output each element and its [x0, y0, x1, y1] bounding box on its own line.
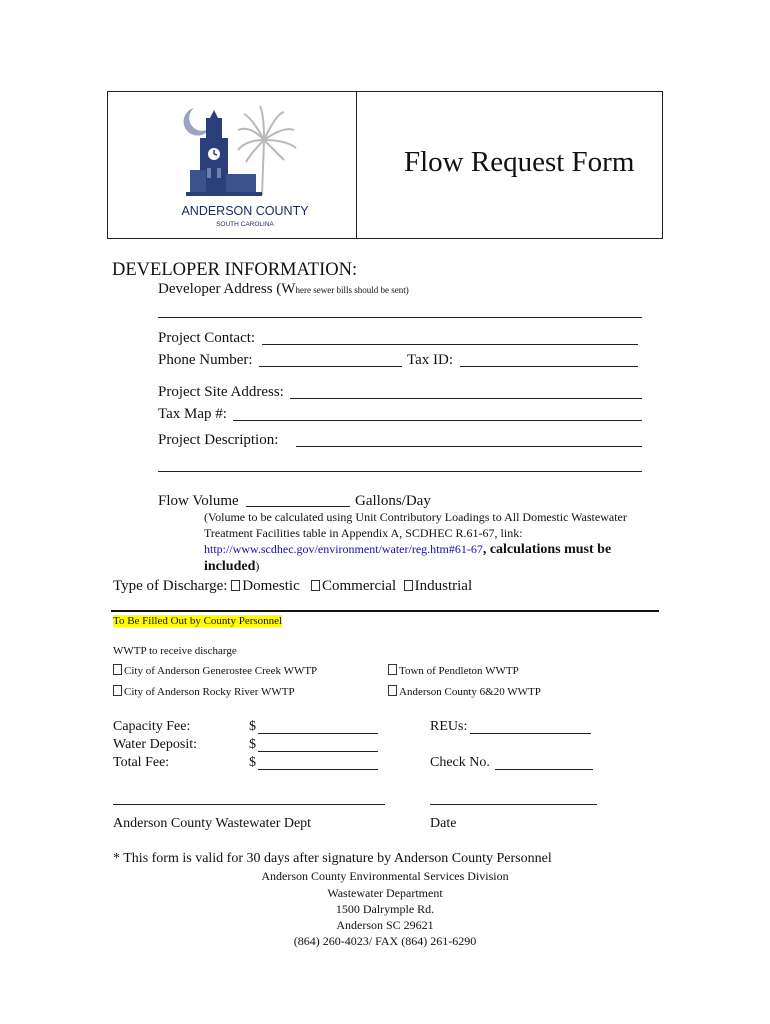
- wwtp-option-6-20: Anderson County 6&20 WWTP: [388, 685, 541, 698]
- page-title: Flow Request Form: [404, 146, 635, 178]
- pendleton-checkbox[interactable]: [388, 664, 397, 675]
- water-deposit-dollar: $: [249, 737, 256, 752]
- discharge-label: Type of Discharge:: [113, 578, 228, 594]
- project-site-address-label: Project Site Address:: [158, 384, 284, 400]
- wwtp-label: WWTP to receive discharge: [113, 645, 237, 657]
- domestic-checkbox[interactable]: [231, 580, 240, 591]
- wwtp-option-pendleton: Town of Pendleton WWTP: [388, 664, 519, 677]
- capacity-fee-field[interactable]: [258, 733, 378, 734]
- flow-volume-unit: Gallons/Day: [355, 493, 431, 509]
- flow-note-line-4: included): [204, 559, 260, 574]
- validity-note: * This form is valid for 30 days after signature by Anderson County Personnel: [113, 851, 552, 866]
- wwtp-option-generostee: City of Anderson Generostee Creek WWTP: [113, 664, 317, 677]
- commercial-checkbox[interactable]: [311, 580, 320, 591]
- rocky-river-checkbox[interactable]: [113, 685, 122, 696]
- project-description-field-2[interactable]: [158, 471, 642, 472]
- logo-name: ANDERSON COUNTY: [181, 204, 309, 218]
- total-fee-field[interactable]: [258, 769, 378, 770]
- project-site-address-field[interactable]: [290, 398, 642, 399]
- water-deposit-label: Water Deposit:: [113, 737, 198, 752]
- footer-city: Anderson SC 29621: [336, 918, 434, 932]
- check-no-field[interactable]: [495, 769, 593, 770]
- flow-note-line-1: (Volume to be calculated using Unit Contributory Loadings to All Domestic Wastewater: [204, 510, 627, 524]
- commercial-option: Commercial: [321, 578, 397, 594]
- footer-division: Anderson County Environmental Services Division: [261, 869, 509, 883]
- project-description-label: Project Description:: [158, 432, 279, 448]
- flow-volume-label: Flow Volume: [158, 493, 239, 509]
- developer-heading: DEVELOPER INFORMATION:: [112, 260, 358, 280]
- capacity-fee-label: Capacity Fee:: [113, 719, 191, 734]
- flow-volume-field[interactable]: [246, 506, 350, 507]
- header-divider: [356, 92, 357, 239]
- industrial-option: Industrial: [414, 578, 473, 594]
- county-banner: To Be Filled Out by County Personnel: [113, 615, 283, 627]
- check-no-label: Check No.: [430, 755, 490, 770]
- tax-map-label: Tax Map #:: [158, 406, 227, 422]
- tax-id-field[interactable]: [460, 366, 638, 367]
- developer-address-field[interactable]: [158, 317, 642, 318]
- discharge-row: [113, 578, 472, 595]
- signature-field[interactable]: [113, 804, 385, 805]
- section-divider: [111, 610, 659, 612]
- domestic-option: Domestic: [242, 578, 300, 594]
- footer-phone: (864) 260-4023/ FAX (864) 261-6290: [293, 934, 477, 948]
- industrial-checkbox[interactable]: [404, 580, 413, 591]
- project-contact-field[interactable]: [262, 344, 638, 345]
- footer-department: Wastewater Department: [327, 886, 443, 900]
- reus-field[interactable]: [470, 733, 591, 734]
- project-description-field[interactable]: [296, 446, 642, 447]
- project-contact-label: Project Contact:: [158, 330, 256, 346]
- capacity-fee-dollar: $: [249, 719, 256, 734]
- scdhec-link[interactable]: http://www.scdhec.gov/environment/water/reg.htm#61-67: [204, 542, 483, 556]
- phone-number-label: Phone Number:: [158, 352, 253, 368]
- anderson-county-logo: [180, 100, 310, 232]
- six-twenty-checkbox[interactable]: [388, 685, 397, 696]
- total-fee-label: Total Fee:: [113, 755, 170, 770]
- date-label: Date: [430, 816, 457, 831]
- signature-label: Anderson County Wastewater Dept: [113, 816, 312, 831]
- generostee-checkbox[interactable]: [113, 664, 122, 675]
- total-fee-dollar: $: [249, 755, 256, 770]
- clock-tower-icon: [186, 110, 262, 196]
- water-deposit-field[interactable]: [258, 751, 378, 752]
- phone-number-field[interactable]: [259, 366, 402, 367]
- date-field[interactable]: [430, 804, 597, 805]
- logo-subtitle: SOUTH CAROLINA: [216, 221, 274, 228]
- developer-address-note: here sewer bills should be sent): [295, 285, 409, 295]
- flow-note-line-2: Treatment Facilities table in Appendix A, SCDHEC R.61-67, link:: [204, 526, 523, 540]
- developer-address-label: Developer Address (Where sewer bills should be sent): [158, 281, 409, 297]
- flow-note-line-3: http://www.scdhec.gov/environment/water/reg.htm#61-67, calculations must be: [204, 542, 612, 557]
- footer-street: 1500 Dalrymple Rd.: [335, 902, 435, 916]
- tax-map-field[interactable]: [233, 420, 642, 421]
- reus-label: REUs:: [430, 719, 468, 734]
- wwtp-option-rocky-river: City of Anderson Rocky River WWTP: [113, 685, 295, 698]
- tax-id-label: Tax ID:: [407, 352, 454, 368]
